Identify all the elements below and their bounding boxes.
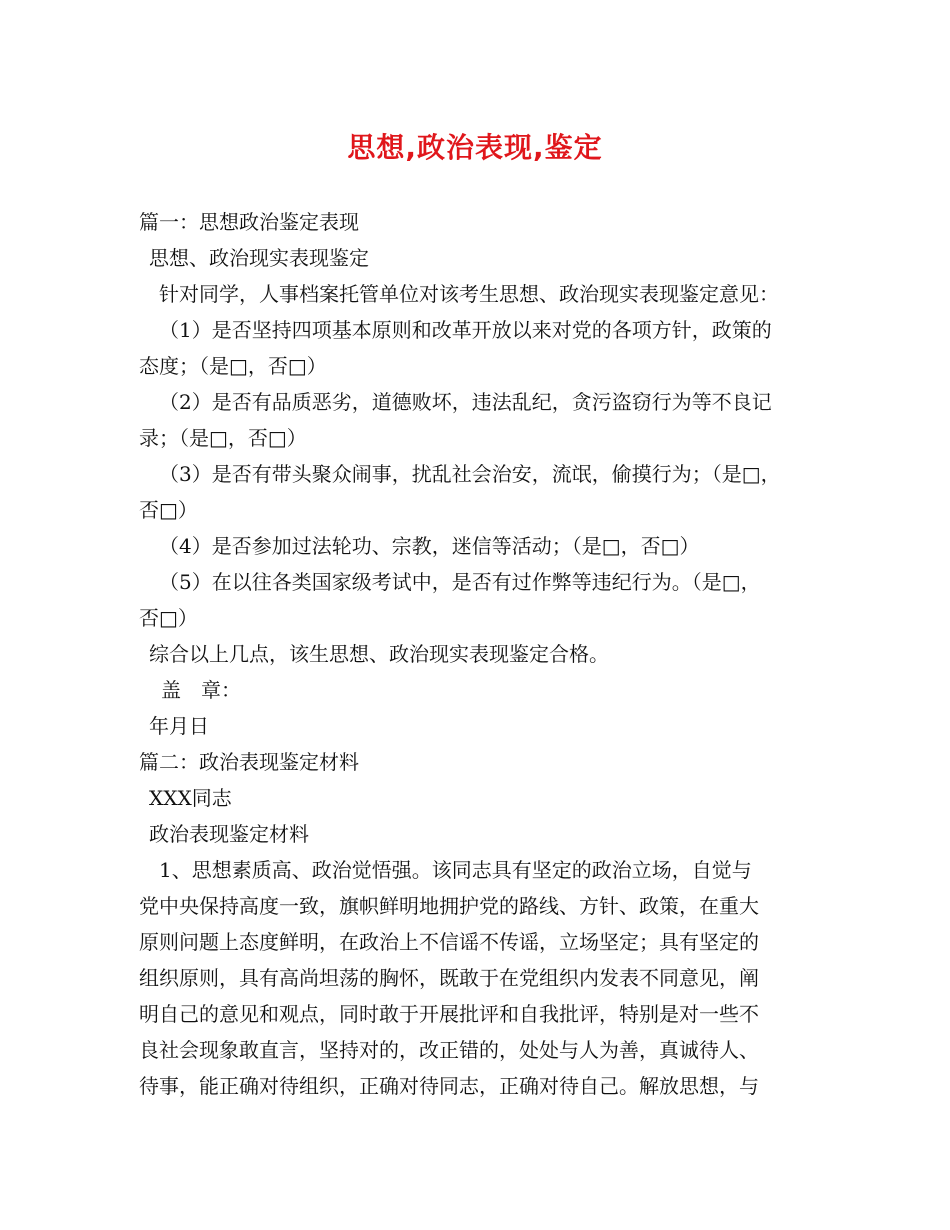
paragraph-line: （3）是否有带头聚众闹事，扰乱社会治安，流氓，偷摸行为；（是□， — [159, 462, 781, 486]
subheading: XXX同志 — [149, 786, 232, 810]
section-heading-2: 篇二：政治表现鉴定材料 — [139, 750, 359, 774]
subheading: 思想、政治现实表现鉴定 — [149, 246, 369, 270]
paragraph-line: 原则问题上态度鲜明，在政治上不信谣不传谣，立场坚定；具有坚定的 — [139, 930, 759, 954]
paragraph-line: （5）在以往各类国家级考试中，是否有过作弊等违纪行为。（是□， — [159, 570, 761, 594]
date-label: 年月日 — [149, 714, 209, 738]
subheading: 政治表现鉴定材料 — [149, 822, 309, 846]
paragraph-line: 否□） — [139, 606, 198, 630]
paragraph-line: （1）是否坚持四项基本原则和改革开放以来对党的各项方针，政策的 — [159, 318, 772, 342]
paragraph-line: 待事，能正确对待组织，正确对待同志，正确对待自己。解放思想，与 — [139, 1074, 759, 1098]
paragraph-line: （2）是否有品质恶劣，道德败坏，违法乱纪，贪污盗窃行为等不良记 — [159, 390, 772, 414]
paragraph-line: 态度；（是□，否□） — [139, 354, 327, 378]
paragraph-line: （4）是否参加过法轮功、宗教，迷信等活动；（是□，否□） — [159, 534, 700, 558]
paragraph-line: 1、思想素质高、政治觉悟强。该同志具有坚定的政治立场，自觉与 — [159, 858, 752, 882]
document-title: 思想,政治表现,鉴定 — [347, 131, 603, 164]
paragraph-line: 针对同学，人事档案托管单位对该考生思想、政治现实表现鉴定意见： — [159, 282, 779, 306]
document-body — [139, 204, 819, 1104]
seal-label: 盖 章： — [161, 678, 241, 702]
paragraph-line: 否□） — [139, 498, 198, 522]
paragraph-line: 综合以上几点，该生思想、政治现实表现鉴定合格。 — [149, 642, 609, 666]
paragraph-line: 良社会现象敢直言，坚持对的，改正错的，处处与人为善，真诚待人、 — [139, 1038, 759, 1062]
paragraph-line: 党中央保持高度一致，旗帜鲜明地拥护党的路线、方针、政策，在重大 — [139, 894, 759, 918]
paragraph-line: 录；（是□，否□） — [139, 426, 307, 450]
paragraph-line: 组织原则，具有高尚坦荡的胸怀，既敢于在党组织内发表不同意见，阐 — [139, 966, 759, 990]
paragraph-line: 明自己的意见和观点，同时敢于开展批评和自我批评，特别是对一些不 — [139, 1002, 759, 1026]
section-heading-1: 篇一：思想政治鉴定表现 — [139, 210, 359, 234]
